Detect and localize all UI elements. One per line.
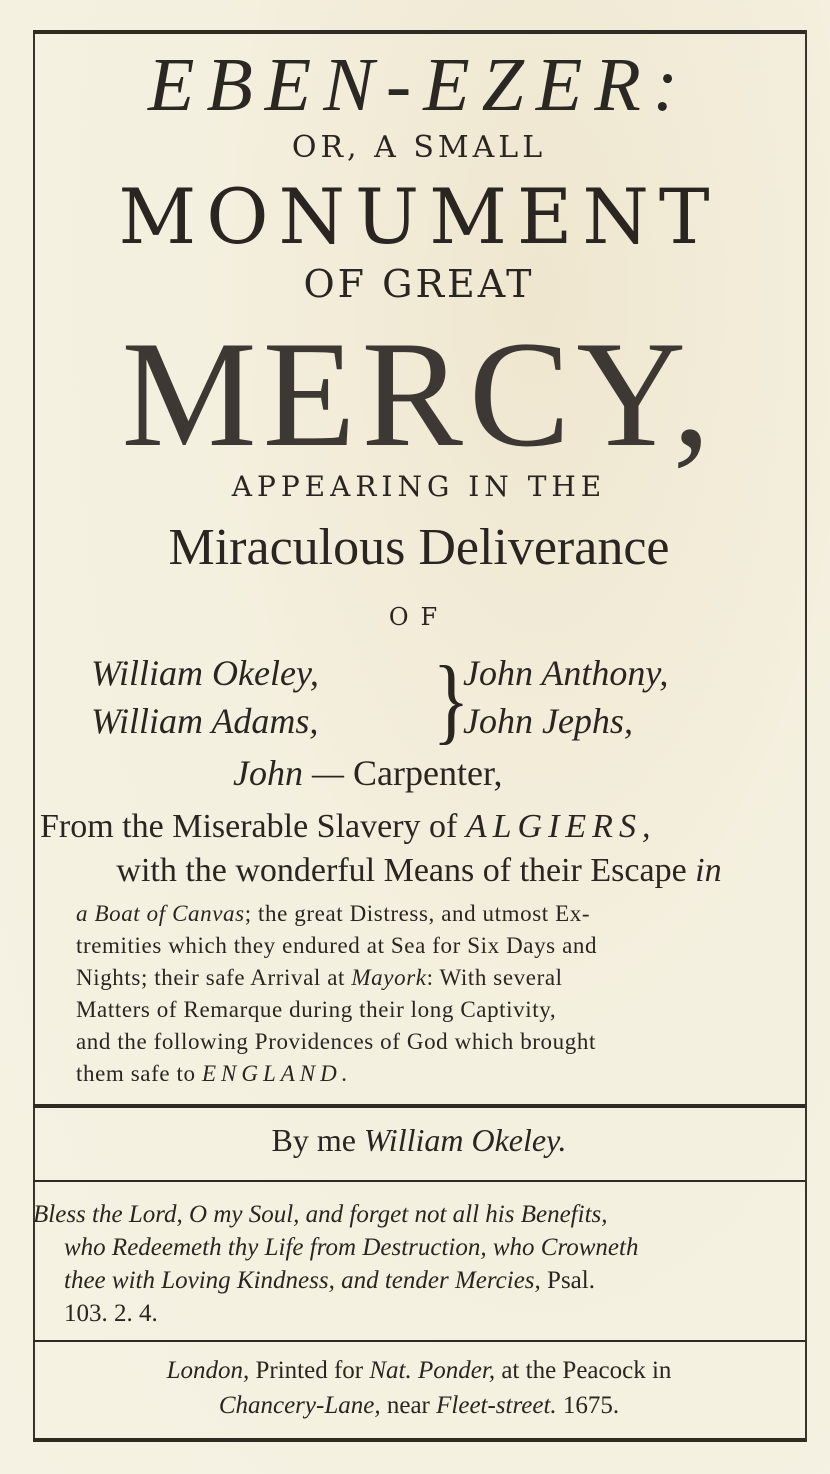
quote-line-1: Bless the Lord, O my Soul, and forget not all his Benefits, [33, 1201, 608, 1228]
captive-names [33, 646, 805, 802]
with-in: in [695, 852, 722, 889]
imprint-near: near [386, 1392, 430, 1419]
title-eben-ezer: EBEN-EZER: [147, 43, 691, 127]
top-rule [33, 30, 805, 34]
name-john-anthony: John Anthony, [463, 653, 669, 693]
body-line-5 [76, 962, 786, 994]
place-algiers: ALGIERS, [465, 808, 657, 845]
imprint-city: London, [166, 1357, 250, 1384]
body-line-8-pre: them safe to [76, 1061, 196, 1086]
title-mercy: MERCY, [121, 310, 717, 478]
title-or-a-small: OR, A SMALL [291, 130, 547, 165]
name-john-carpenter [233, 752, 502, 794]
bottom-rule [33, 1438, 805, 1442]
body-line-7: and the following Providences of God which brought [76, 1029, 596, 1054]
imprint-printed-for: Printed for [255, 1357, 364, 1384]
imprint-location: at the Peacock in [501, 1357, 672, 1384]
rule-1 [33, 1104, 805, 1108]
rule-2 [33, 1180, 805, 1182]
name-john: John — [233, 753, 344, 793]
imprint-line-1 [33, 1357, 805, 1385]
title-appearing: APPEARING IN THE [231, 470, 607, 503]
name-john-jephs: John Jephs, [463, 701, 633, 741]
with-text: with the wonderful Means of their Escape [116, 852, 687, 889]
imprint-fleet-street: Fleet-street. [436, 1392, 557, 1419]
quote-line-3 [64, 1264, 830, 1297]
body-line-with [33, 852, 805, 890]
name-william-okeley: William Okeley, [91, 653, 319, 693]
title-miraculous-deliverance: Miraculous Deliverance [168, 519, 670, 576]
imprint-year: 1675. [562, 1392, 620, 1419]
from-text: From the Miserable Slavery of [40, 808, 458, 845]
title-of-great: OF GREAT [303, 262, 535, 306]
place-england: ENGLAND. [201, 1061, 353, 1086]
title-of: OF [388, 603, 450, 631]
quote-line-2: who Redeemeth thy Life from Destruction, who Crowneth [64, 1234, 639, 1261]
name-william-adams: William Adams, [91, 701, 319, 741]
quote-reference: 103. 2. 4. [64, 1300, 158, 1327]
body-line-3-rest: ; the great Distress, and utmost Ex- [244, 901, 591, 926]
body-line-3 [76, 898, 786, 930]
imprint-chancery-lane: Chancery-Lane, [218, 1392, 381, 1419]
curly-brace-icon: } [432, 646, 470, 753]
rule-3 [33, 1340, 805, 1342]
imprint-printer: Nat. Ponder, [369, 1357, 496, 1384]
title-monument: MONUMENT [118, 172, 720, 261]
boat-of-canvas: a Boat of Canvas [76, 901, 245, 926]
body-line-4: tremities which they endured at Sea for Six Days and [76, 933, 598, 958]
body-line-from [40, 808, 800, 846]
byline-pre: By me [271, 1122, 356, 1158]
quote-line-3-text: thee with Loving Kindness, and tender Mercies, [64, 1267, 541, 1294]
place-mayork: Mayork [351, 965, 427, 990]
body-line-6: Matters of Remarque during their long Captivity, [76, 997, 557, 1022]
byline [33, 1122, 805, 1159]
name-carpenter: Carpenter, [353, 753, 503, 793]
byline-author: William Okeley. [363, 1122, 567, 1158]
body-line-8 [76, 1058, 786, 1090]
body-line-5-rest: : With several [426, 965, 563, 990]
imprint-line-2 [33, 1392, 805, 1420]
quote-psal: Psal. [547, 1267, 595, 1294]
body-line-5-pre: Nights; their safe Arrival at [76, 965, 346, 990]
